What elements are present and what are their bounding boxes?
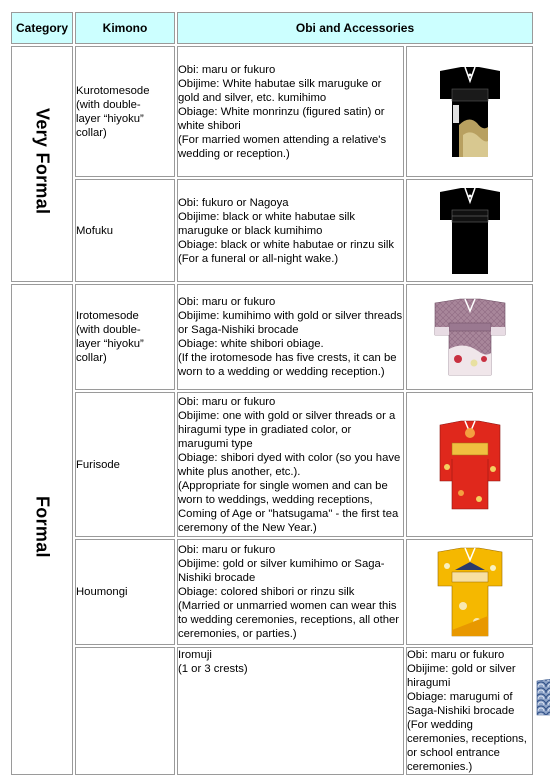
category-cell bbox=[11, 284, 73, 775]
kimono-image-cell bbox=[406, 284, 533, 390]
obi-cell bbox=[177, 46, 404, 177]
kimono-image-cell bbox=[406, 179, 533, 282]
table-row bbox=[11, 284, 535, 390]
kimono-name: Iromuji (1 or 3 crests) bbox=[178, 649, 248, 675]
irotomesode-kimono-icon bbox=[434, 297, 506, 377]
kimono-table bbox=[9, 10, 537, 777]
occasion-note: (Appropriate for single women and can be worn to weddings, wedding receptions, Coming of Age or "hatsugama" - the first tea ceremony of the New Year.) bbox=[178, 479, 399, 534]
obijime-line: Obijime: kumihimo with gold or silver threads or Saga-Nishiki brocade bbox=[178, 310, 403, 336]
obi-cell bbox=[177, 284, 404, 390]
category-cell bbox=[75, 647, 175, 775]
kimono-name-cell bbox=[75, 284, 175, 390]
obi-cell bbox=[177, 539, 404, 645]
occasion-note: (For wedding ceremonies, receptions, or school entrance ceremonies.) bbox=[407, 719, 527, 773]
obijime-line: Obijime: gold or silver kumihimo or Saga-Nishiki brocade bbox=[178, 558, 385, 584]
occasion-note: (For a funeral or all-night wake.) bbox=[178, 252, 339, 265]
kimono-name: Kurotomesode (with double- layer “hiyoku” collar) bbox=[76, 84, 150, 139]
obijime-line: Obijime: black or white habutae silk maruguke or black kumihimo bbox=[178, 210, 356, 237]
kimono-header: Kimono bbox=[75, 12, 175, 44]
obi-line: Obi: maru or fukuro bbox=[178, 395, 276, 408]
obiage-line: Obiage: white shibori obiage. bbox=[178, 338, 324, 350]
kimono-name-cell bbox=[75, 46, 175, 177]
iromuji-kimono-icon bbox=[536, 675, 550, 747]
furisode-kimono-icon bbox=[439, 419, 501, 511]
table-row bbox=[11, 46, 535, 177]
obi-accessories-header: Obi and Accessories bbox=[177, 12, 533, 44]
table-row bbox=[11, 647, 535, 775]
kimono-name-cell bbox=[75, 179, 175, 282]
header-row bbox=[11, 12, 535, 44]
occasion-note: (For married women attending a relative's wedding or reception.) bbox=[178, 133, 387, 160]
kimono-name-cell bbox=[75, 392, 175, 537]
obiage-line: Obiage: White monrinzu (figured satin) or white shibori bbox=[178, 105, 385, 132]
table-row bbox=[11, 179, 535, 282]
kimono-name: Houmongi bbox=[76, 586, 128, 598]
obi-line: Obi: maru or fukuro bbox=[178, 63, 276, 76]
obi-cell bbox=[177, 179, 404, 282]
table-row bbox=[11, 392, 535, 537]
obijime-line: Obijime: one with gold or silver threads or a hiragumi type in gradiated color, or marugumi type bbox=[178, 409, 396, 450]
houmongi-kimono-icon bbox=[437, 546, 503, 638]
category-label-very-formal: Very Formal bbox=[32, 108, 53, 215]
occasion-note: (If the irotomesode has five crests, it can be worn to a wedding or wedding reception.) bbox=[178, 352, 397, 378]
obi-line: Obi: maru or fukuro bbox=[178, 296, 276, 308]
kimono-image-cell bbox=[406, 539, 533, 645]
occasion-note: (Married or unmarried women can wear this to wedding ceremonies, receptions, all other ceremonies, or parties.) bbox=[178, 600, 400, 640]
kimono-name-cell bbox=[177, 647, 404, 775]
obijime-line: Obijime: White habutae silk maruguke or gold and silver, etc. kumihimo bbox=[178, 77, 382, 104]
table-row bbox=[11, 539, 535, 645]
category-cell bbox=[11, 46, 73, 282]
obi-cell bbox=[177, 392, 404, 537]
obi-line: Obi: maru or fukuro bbox=[407, 649, 505, 661]
category-header: Category bbox=[11, 12, 73, 44]
obiage-line: Obiage: black or white habutae or rinzu silk bbox=[178, 238, 395, 251]
kimono-name: Furisode bbox=[76, 458, 120, 471]
kurotomesode-kimono-icon bbox=[439, 65, 501, 159]
obi-line: Obi: maru or fukuro bbox=[178, 544, 276, 556]
kimono-name-cell bbox=[75, 539, 175, 645]
obiage-line: Obiage: shibori dyed with color (so you have white plus another, etc.). bbox=[178, 451, 401, 478]
category-label-formal: Formal bbox=[32, 496, 53, 558]
obi-cell bbox=[406, 647, 533, 775]
kimono-image-cell bbox=[406, 46, 533, 177]
mofuku-kimono-icon bbox=[439, 186, 501, 276]
obiage-line: Obiage: colored shibori or rinzu silk bbox=[178, 586, 355, 598]
kimono-image-cell bbox=[406, 392, 533, 537]
obijime-line: Obijime: gold or silver hiragumi bbox=[407, 663, 516, 689]
kimono-name: Mofuku bbox=[76, 224, 114, 237]
kimono-name: Irotomesode (with double- layer “hiyoku” collar) bbox=[76, 310, 144, 364]
obi-line: Obi: fukuro or Nagoya bbox=[178, 196, 289, 209]
obiage-line: Obiage: marugumi of Saga-Nishiki brocade bbox=[407, 691, 515, 717]
